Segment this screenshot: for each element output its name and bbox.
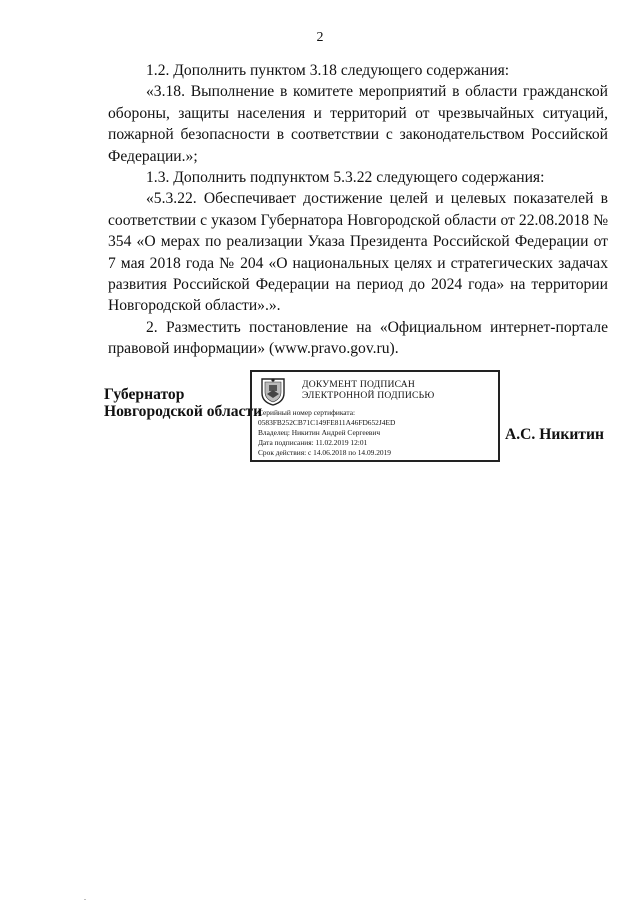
paragraph-5-3-22: «5.3.22. Обеспечивает достижение целей и целевых показателей в соответствии с указом Губернатора Новгородской области от 22.08.2018 № 354 «О мерах по реализации Указа Президента Российской Федерации от 7 мая 2018 года № 204 «О национальных целях и стратегических задачах развития Российской Федерации на период до 2024 года» на территории Новгородской области».». [108,190,608,315]
signer-name: А.С. Никитин [505,426,604,443]
coat-of-arms-icon [259,376,287,406]
page-number: 2 [316,30,324,45]
paragraph-1-3: 1.3. Дополнить подпунктом 5.3.22 следующего содержания: [146,169,545,187]
stamp-heading-line-1: ДОКУМЕНТ ПОДПИСАН [302,379,416,390]
document-body [108,60,608,360]
signer-position-line-1: Губернатор [104,386,185,403]
stamp-heading-line-2: ЭЛЕКТРОННОЙ ПОДПИСЬЮ [302,390,435,401]
signature-block [0,370,640,470]
paragraph-1-2: 1.2. Дополнить пунктом 3.18 следующего содержания: [146,62,510,79]
paragraph-2: 2. Разместить постановление на «Официальном интернет-портале правовой информации» (www.pravo.gov.ru). [108,318,608,358]
certificate-validity: Срок действия: с 14.06.2018 по 14.09.2019 [258,448,391,457]
stamp-details [258,408,395,458]
signer-position [104,386,262,420]
certificate-owner: Владелец: Никитин Андрей Сергеевич [258,428,381,437]
certificate-serial-label: Серийный номер сертификата: [258,408,356,417]
corner-mark: . [84,893,86,902]
signer-position-line-2: Новгородской области [104,403,263,420]
electronic-signature-stamp [250,370,500,462]
stamp-heading [302,379,434,401]
certificate-serial: 0583FB252CB71C149FE811A46FD652J4ED [258,418,396,427]
signing-date: Дата подписания: 11.02.2019 12:01 [258,438,368,447]
paragraph-3-18: «3.18. Выполнение в комитете мероприятий в области гражданской обороны, защиты населения и территорий от чрезвычайных ситуаций, пожарной безопасности в соответствии с законодательством Российской Федерации.»; [108,83,608,165]
